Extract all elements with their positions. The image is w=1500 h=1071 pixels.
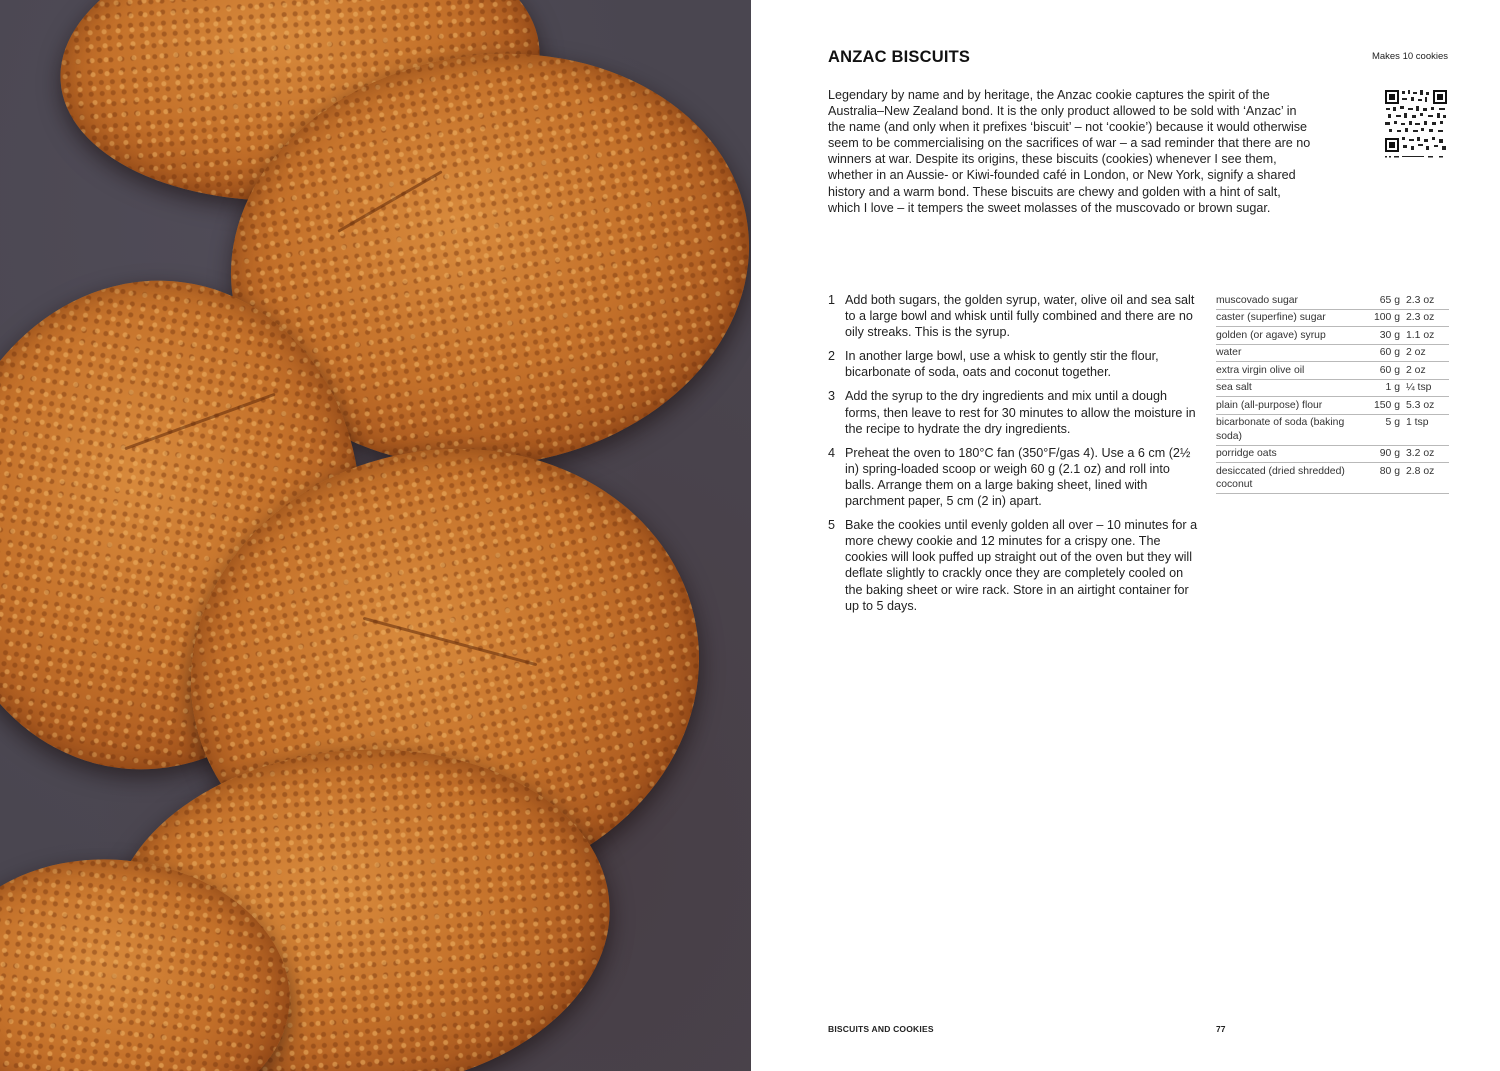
ingredient-name: caster (superfine) sugar: [1216, 309, 1366, 327]
ingredient-metric: 80 g: [1366, 463, 1400, 494]
ingredient-imperial: 2 oz: [1400, 344, 1449, 362]
ingredient-imperial: 2.8 oz: [1400, 463, 1449, 494]
ingredient-row: [1216, 414, 1449, 445]
ingredient-row: [1216, 362, 1449, 380]
ingredient-metric: 1 g: [1366, 379, 1400, 397]
recipe-page: [751, 0, 1500, 1071]
step-number: 2: [828, 349, 836, 364]
ingredient-metric: 5 g: [1366, 414, 1400, 445]
ingredient-row: [1216, 463, 1449, 494]
ingredient-imperial: ¼ tsp: [1400, 379, 1449, 397]
ingredient-imperial: 2.3 oz: [1400, 292, 1449, 309]
ingredient-row: [1216, 397, 1449, 415]
ingredient-imperial: 1 tsp: [1400, 414, 1449, 445]
ingredient-imperial: 2 oz: [1400, 362, 1449, 380]
ingredient-imperial: 3.2 oz: [1400, 445, 1449, 463]
page-number: 77: [1216, 1024, 1226, 1034]
ingredient-metric: 90 g: [1366, 445, 1400, 463]
ingredient-row: [1216, 309, 1449, 327]
step-number: 5: [828, 518, 836, 533]
ingredient-name: water: [1216, 344, 1366, 362]
method-step: [828, 292, 1198, 340]
step-text: Add the syrup to the dry ingredients and mix until a dough forms, then leave to rest for 30 minutes to allow the moisture in the recipe to hydrate the dry ingredients.: [845, 389, 1196, 436]
ingredient-metric: 30 g: [1366, 327, 1400, 345]
method-step: [828, 348, 1198, 380]
method-step: [828, 517, 1198, 614]
ingredient-row: [1216, 292, 1449, 309]
ingredient-row: [1216, 445, 1449, 463]
ingredient-name: sea salt: [1216, 379, 1366, 397]
ingredient-metric: 60 g: [1366, 362, 1400, 380]
recipe-title: ANZAC BISCUITS: [828, 48, 971, 66]
ingredient-imperial: 5.3 oz: [1400, 397, 1449, 415]
ingredient-row: [1216, 327, 1449, 345]
ingredients-table: [1216, 292, 1449, 494]
method-step: [828, 388, 1198, 436]
method-step: [828, 445, 1198, 509]
ingredient-metric: 150 g: [1366, 397, 1400, 415]
step-text: In another large bowl, use a whisk to gently stir the flour, bicarbonate of soda, oats and coconut together.: [845, 349, 1159, 380]
qr-code-icon[interactable]: [1384, 89, 1448, 159]
step-text: Preheat the oven to 180°C fan (350°F/gas 4). Use a 6 cm (2½ in) spring-loaded scoop or weigh 60 g (2.1 oz) and roll into balls. Arrange them on a large baking sheet, lined with parchment paper, 5 cm (2 in) apart.: [845, 445, 1191, 509]
step-number: 4: [828, 445, 836, 460]
ingredient-name: porridge oats: [1216, 445, 1366, 463]
ingredient-row: [1216, 379, 1449, 397]
ingredient-imperial: 2.3 oz: [1400, 309, 1449, 327]
ingredient-name: desiccated (dried shredded) coconut: [1216, 463, 1366, 494]
ingredient-name: extra virgin olive oil: [1216, 362, 1366, 380]
footer-section-title: BISCUITS AND COOKIES: [828, 1024, 934, 1034]
ingredient-metric: 65 g: [1366, 292, 1400, 309]
ingredient-name: plain (all-purpose) flour: [1216, 397, 1366, 415]
ingredient-metric: 60 g: [1366, 344, 1400, 362]
method-steps: [828, 292, 1198, 622]
recipe-yield: Makes 10 cookies: [1371, 51, 1448, 62]
ingredient-imperial: 1.1 oz: [1400, 327, 1449, 345]
step-number: 1: [828, 293, 836, 307]
ingredient-row: [1216, 344, 1449, 362]
ingredient-metric: 100 g: [1366, 309, 1400, 327]
ingredient-name: bicarbonate of soda (baking soda): [1216, 414, 1366, 445]
recipe-intro: Legendary by name and by heritage, the Anzac cookie captures the spirit of the Australia–New Zealand bond. It is the only product allowed to be sold with ‘Anzac’ in the name (and only when it prefixes ‘biscuit’ – not ‘cookie’) because it would otherwise seem to be commercialising on the sacrifices of war – a sad reminder that there are no winners at war. Despite its origins, these biscuits (cookies) whenever I see them, whether in an Aussie- or Kiwi-founded café in London, or New York, signify a shared history and a warm bond. These biscuits are chewy and golden with a hint of salt, which I love – it tempers the sweet molasses of the muscovado or brown sugar.: [828, 88, 1311, 215]
step-number: 3: [828, 389, 836, 404]
step-text: Add both sugars, the golden syrup, water, olive oil and sea salt to a large bowl and whisk until fully combined and there are no oily streaks. This is the syrup.: [845, 293, 1195, 340]
ingredient-name: golden (or agave) syrup: [1216, 327, 1366, 345]
ingredient-name: muscovado sugar: [1216, 292, 1366, 309]
step-text: Bake the cookies until evenly golden all over – 10 minutes for a more chewy cookie and 12 minutes for a crispy one. The cookies will look puffed up straight out of the oven but they will deflate slightly to crackly once they are completely cooled on the baking sheet or wire rack. Store in an airtight container for up to 5 days.: [845, 518, 1198, 613]
